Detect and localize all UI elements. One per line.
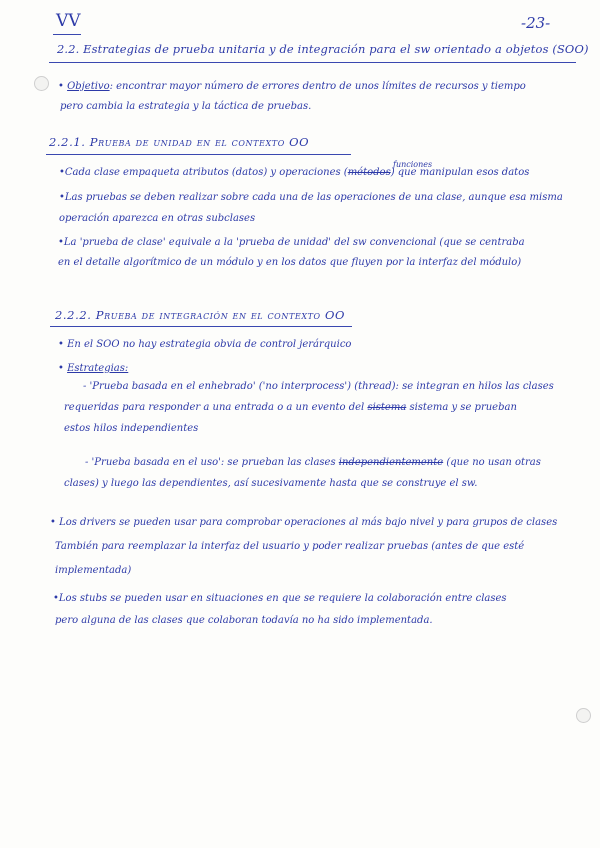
stubs-line-1: •Los stubs se pueden usar en situaciones en que se requiere la colaboración entre clases <box>53 593 507 604</box>
unit-test-bullet-2: •Las pruebas se deben realizar sobre cada una de las operaciones de una clase, aunque esa misma <box>59 192 563 203</box>
unit-test-bullet-1: •Cada clase empaqueta atributos (datos) y operaciones (métodos) que manipulan esos datos <box>59 167 530 178</box>
drivers-line-1: • Los drivers se pueden usar para comprobar operaciones al más bajo nivel y para grupos de clases <box>50 517 558 528</box>
drivers-line-3: implementada) <box>55 565 132 576</box>
objective-line-1: • Objetivo: encontrar mayor número de errores dentro de unos límites de recursos y tiempo <box>58 81 526 92</box>
section-2-2-2-underline <box>50 326 352 327</box>
page-number: -23- <box>521 14 551 32</box>
inserted-word-funciones: funciones <box>393 160 433 169</box>
section-2-2-1-title: 2.2.1. Prueba de unidad en el contexto OO <box>49 135 310 149</box>
strategy-thread-line-1: - 'Prueba basada en el enhebrado' ('no interprocess') (thread): se integran en hilos las clases <box>83 381 554 392</box>
drivers-line-2: También para reemplazar la interfaz del usuario y poder realizar pruebas (antes de que esté <box>55 541 525 552</box>
unit-test-bullet-3-cont: en el detalle algorítmico de un módulo y en los datos que fluyen por la interfaz del módulo) <box>58 257 522 268</box>
unit-test-bullet-2-cont: operación aparezca en otras subclases <box>59 213 256 224</box>
corner-mark-underline <box>53 34 81 35</box>
section-2-2-2-title: 2.2.2. Prueba de integración en el contexto OO <box>55 308 346 322</box>
section-2-2-underline <box>49 62 576 63</box>
strategy-use-line-2: clases) y luego las dependientes, así sucesivamente hasta que se construye el sw. <box>64 478 478 489</box>
strategy-use-line-1: - 'Prueba basada en el uso': se prueban las clases independientemente (que no usan otras <box>85 457 541 468</box>
corner-mark: VV <box>56 11 81 31</box>
stubs-line-2: pero alguna de las clases que colaboran todavía no ha sido implementada. <box>55 615 433 626</box>
section-2-2-1-underline <box>46 154 351 155</box>
objective-line-2: pero cambia la estrategia y la táctica de pruebas. <box>60 101 312 112</box>
objective-label: Objetivo <box>67 81 110 92</box>
strategies-label: Estrategias: <box>67 363 129 374</box>
strategy-thread-line-3: estos hilos independientes <box>64 423 199 434</box>
punch-hole-bottom <box>576 708 591 723</box>
punch-hole-top <box>34 76 49 91</box>
unit-test-bullet-3: •La 'prueba de clase' equivale a la 'prueba de unidad' del sw convencional (que se centraba <box>58 237 525 248</box>
integration-bullet-2: • Estrategias: <box>58 363 129 374</box>
strategy-thread-line-2: requeridas para responder a una entrada o a un evento del sistema sistema y se prueban <box>64 402 517 413</box>
section-2-2-title: 2.2. Estrategias de prueba unitaria y de integración para el sw orientado a objetos (SOO) <box>57 42 589 56</box>
integration-bullet-1: • En el SOO no hay estrategia obvia de control jerárquico <box>58 339 352 350</box>
